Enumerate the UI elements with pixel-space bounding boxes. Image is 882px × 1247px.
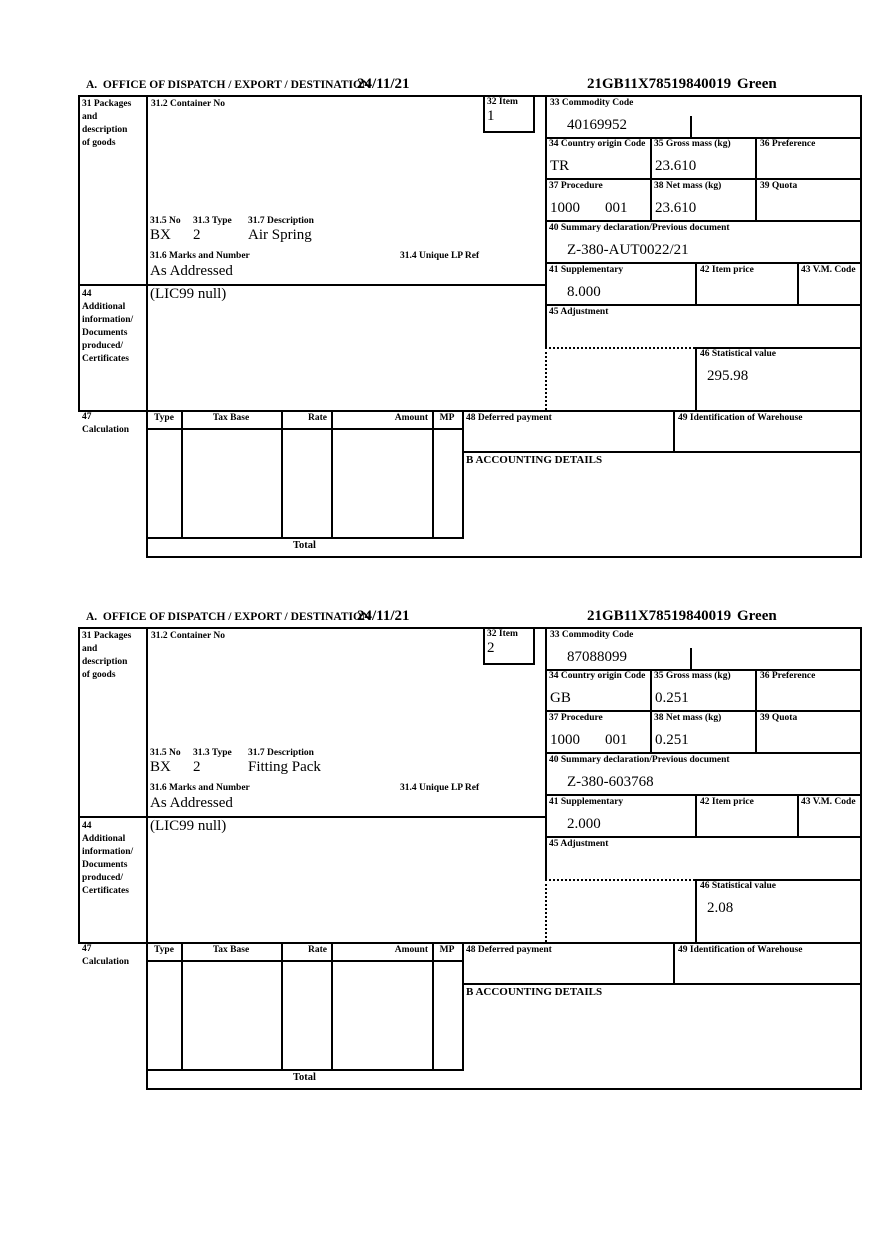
package-type-value: 2	[193, 227, 201, 243]
quota-label: 39 Quota	[760, 713, 798, 723]
deferred-warehouse-divider	[673, 942, 675, 983]
supplementary-label: 41 Supplementary	[549, 265, 624, 275]
commodity-code-tick	[690, 648, 692, 669]
additional-info-label-line6: Certificates	[82, 354, 129, 364]
tax-col-header-type: Type	[154, 413, 174, 423]
procedure-label: 37 Procedure	[549, 181, 603, 191]
tax-col-header-amount: Amount	[394, 945, 428, 955]
marks-number-value: As Addressed	[150, 795, 233, 811]
section-right-border	[860, 95, 862, 558]
tax-col-header-rate: Rate	[308, 945, 327, 955]
calculation-label-line2: Calculation	[82, 957, 129, 967]
routing-status: Green	[737, 608, 777, 624]
country-origin-value: GB	[550, 690, 571, 706]
package-no-value: BX	[150, 227, 171, 243]
net-mass-value: 23.610	[655, 200, 697, 216]
marks-number-value: As Addressed	[150, 263, 233, 279]
right-section-divider-dotted	[545, 347, 547, 410]
office-of-dispatch-label: A. OFFICE OF DISPATCH / EXPORT / DESTINATION	[86, 79, 371, 91]
additional-info-label-line5: produced/	[82, 341, 124, 351]
additional-info-value: (LIC99 null)	[150, 818, 227, 834]
tax-col-header-taxbase: Tax Base	[212, 945, 250, 955]
packages-label-line4: of goods	[82, 670, 116, 680]
routing-status: Green	[737, 76, 777, 92]
additional-info-label-line4: Documents	[82, 328, 128, 338]
calculation-label-line2: Calculation	[82, 425, 129, 435]
summary-row-divider	[545, 262, 862, 264]
container-no-label: 31.2 Container No	[151, 631, 225, 641]
adjustment-label: 45 Adjustment	[549, 307, 609, 317]
supplementary-label: 41 Supplementary	[549, 797, 624, 807]
declaration-date: 24/11/21	[357, 76, 410, 92]
declaration-item-section	[0, 78, 882, 560]
net-mass-value: 0.251	[655, 732, 689, 748]
origin-row-divider	[545, 710, 862, 712]
section-top-border	[78, 627, 862, 629]
country-origin-value: TR	[550, 158, 570, 174]
summary-row-divider	[545, 794, 862, 796]
marks-number-label: 31.6 Marks and Number	[150, 783, 250, 793]
net-mass-label: 38 Net mass (kg)	[654, 181, 722, 191]
supplementary-value: 2.000	[567, 816, 601, 832]
commodity-code-tick	[690, 116, 692, 137]
warehouse-id-label: 49 Identification of Warehouse	[678, 413, 803, 423]
commodity-code-value: 40169952	[567, 117, 627, 133]
calculation-total-label: Total	[293, 540, 316, 551]
deferred-warehouse-divider	[673, 410, 675, 451]
supplementary-value: 8.000	[567, 284, 601, 300]
packages-column-divider	[146, 627, 148, 1090]
gross-mass-label: 35 Gross mass (kg)	[654, 671, 731, 681]
tax-body-bottom-border	[147, 537, 464, 539]
adjustment-label: 45 Adjustment	[549, 839, 609, 849]
additional-info-label-line2: Additional	[82, 302, 126, 312]
item-label: 32 Item	[487, 629, 518, 639]
statistical-value-label: 46 Statistical value	[700, 881, 776, 891]
procedure-row-divider	[545, 220, 862, 222]
supplementary-row-divider	[545, 304, 862, 306]
packages-label-line3: description	[82, 657, 128, 667]
origin-mass-divider	[650, 669, 652, 752]
additional-info-label-line6: Certificates	[82, 886, 129, 896]
total-bottom-border	[146, 1088, 862, 1090]
tax-col-header-mp: MP	[439, 413, 455, 423]
package-description-value: Fitting Pack	[248, 759, 321, 775]
preference-label: 36 Preference	[760, 671, 816, 681]
calculation-total-label: Total	[293, 1072, 316, 1083]
origin-row-divider	[545, 178, 862, 180]
additional-info-value: (LIC99 null)	[150, 286, 227, 302]
section-top-border	[78, 95, 862, 97]
quota-label: 39 Quota	[760, 181, 798, 191]
gross-mass-label: 35 Gross mass (kg)	[654, 139, 731, 149]
mass-preference-divider	[755, 137, 757, 220]
additional-info-label-line2: Additional	[82, 834, 126, 844]
commodity-code-label: 33 Commodity Code	[550, 630, 634, 640]
summary-declaration-label: 40 Summary declaration/Previous document	[549, 755, 730, 765]
unique-lp-ref-label: 31.4 Unique LP Ref	[400, 783, 480, 793]
total-bottom-border	[146, 556, 862, 558]
packages-label-line4: of goods	[82, 138, 116, 148]
unique-lp-ref-label: 31.4 Unique LP Ref	[400, 251, 480, 261]
packages-additional-divider	[78, 816, 547, 818]
item-number-value: 1	[487, 108, 495, 124]
declaration-date: 24/11/21	[357, 608, 410, 624]
origin-mass-divider	[650, 137, 652, 220]
package-description-label: 31.7 Description	[248, 748, 314, 758]
packages-label-line1: 31 Packages	[82, 631, 132, 641]
procedure-row-divider	[545, 752, 862, 754]
country-origin-label: 34 Country origin Code	[549, 139, 646, 149]
tax-col-header-mp: MP	[439, 945, 455, 955]
additional-info-label-line1: 44	[82, 289, 92, 299]
packages-label-line2: and	[82, 644, 98, 654]
movement-reference-number: 21GB11X78519840019	[587, 608, 732, 624]
country-origin-label: 34 Country origin Code	[549, 671, 646, 681]
statistical-value-label: 46 Statistical value	[700, 349, 776, 359]
item-label: 32 Item	[487, 97, 518, 107]
packages-label-line2: and	[82, 112, 98, 122]
additional-info-label-line3: information/	[82, 315, 134, 325]
packages-additional-divider	[78, 284, 547, 286]
package-no-label: 31.5 No	[150, 748, 181, 758]
procedure-value-sub: 001	[605, 200, 628, 216]
vm-code-label: 43 V.M. Code	[801, 265, 856, 275]
additional-info-label-line5: produced/	[82, 873, 124, 883]
calculation-top-border	[78, 942, 862, 944]
statistical-value: 295.98	[707, 368, 749, 384]
vm-code-label: 43 V.M. Code	[801, 797, 856, 807]
supplementary-price-divider	[695, 794, 697, 836]
additional-info-label-line4: Documents	[82, 860, 128, 870]
commodity-code-label: 33 Commodity Code	[550, 98, 634, 108]
calculation-top-border	[78, 410, 862, 412]
packages-label-line1: 31 Packages	[82, 99, 132, 109]
gross-mass-value: 23.610	[655, 158, 697, 174]
section-left-border	[78, 95, 80, 410]
accounting-top-border	[462, 983, 862, 985]
warehouse-id-label: 49 Identification of Warehouse	[678, 945, 803, 955]
tax-header-divider	[147, 428, 464, 430]
additional-info-label-line1: 44	[82, 821, 92, 831]
procedure-label: 37 Procedure	[549, 713, 603, 723]
summary-declaration-value: Z-380-AUT0022/21	[567, 242, 689, 258]
accounting-top-border	[462, 451, 862, 453]
statistical-box-left-border	[695, 879, 697, 942]
section-right-border	[860, 627, 862, 1090]
movement-reference-number: 21GB11X78519840019	[587, 76, 732, 92]
tax-col-header-type: Type	[154, 945, 174, 955]
mass-preference-divider	[755, 669, 757, 752]
item-number-value: 2	[487, 640, 495, 656]
tax-col-header-amount: Amount	[394, 413, 428, 423]
net-mass-label: 38 Net mass (kg)	[654, 713, 722, 723]
right-section-divider-dotted	[545, 879, 547, 942]
deferred-payment-label: 48 Deferred payment	[466, 413, 552, 423]
package-type-label: 31.3 Type	[193, 216, 232, 226]
item-price-label: 42 Item price	[700, 797, 754, 807]
container-no-label: 31.2 Container No	[151, 99, 225, 109]
package-type-value: 2	[193, 759, 201, 775]
accounting-details-label: B ACCOUNTING DETAILS	[466, 986, 603, 998]
additional-info-label-line3: information/	[82, 847, 134, 857]
deferred-payment-label: 48 Deferred payment	[466, 945, 552, 955]
calculation-label-line1: 47	[82, 944, 92, 954]
summary-declaration-label: 40 Summary declaration/Previous document	[549, 223, 730, 233]
calculation-label-line1: 47	[82, 412, 92, 422]
packages-column-divider	[146, 95, 148, 558]
tax-col-header-taxbase: Tax Base	[212, 413, 250, 423]
packages-label-line3: description	[82, 125, 128, 135]
procedure-value-main: 1000	[550, 732, 580, 748]
item-price-label: 42 Item price	[700, 265, 754, 275]
package-type-label: 31.3 Type	[193, 748, 232, 758]
tax-body-bottom-border	[147, 1069, 464, 1071]
preference-label: 36 Preference	[760, 139, 816, 149]
commodity-code-value: 87088099	[567, 649, 627, 665]
declaration-item-section	[0, 610, 882, 1092]
tax-header-divider	[147, 960, 464, 962]
marks-number-label: 31.6 Marks and Number	[150, 251, 250, 261]
section-left-border	[78, 627, 80, 942]
statistical-value: 2.08	[707, 900, 734, 916]
package-no-value: BX	[150, 759, 171, 775]
package-description-label: 31.7 Description	[248, 216, 314, 226]
package-description-value: Air Spring	[248, 227, 312, 243]
tax-col-header-rate: Rate	[308, 413, 327, 423]
price-vm-divider	[797, 794, 799, 836]
statistical-box-left-border	[695, 347, 697, 410]
statistical-dotted-divider	[545, 347, 695, 349]
accounting-details-label: B ACCOUNTING DETAILS	[466, 454, 603, 466]
statistical-dotted-divider	[545, 879, 695, 881]
price-vm-divider	[797, 262, 799, 304]
procedure-value-sub: 001	[605, 732, 628, 748]
office-of-dispatch-label: A. OFFICE OF DISPATCH / EXPORT / DESTINATION	[86, 611, 371, 623]
package-no-label: 31.5 No	[150, 216, 181, 226]
supplementary-price-divider	[695, 262, 697, 304]
supplementary-row-divider	[545, 836, 862, 838]
summary-declaration-value: Z-380-603768	[567, 774, 654, 790]
procedure-value-main: 1000	[550, 200, 580, 216]
gross-mass-value: 0.251	[655, 690, 689, 706]
